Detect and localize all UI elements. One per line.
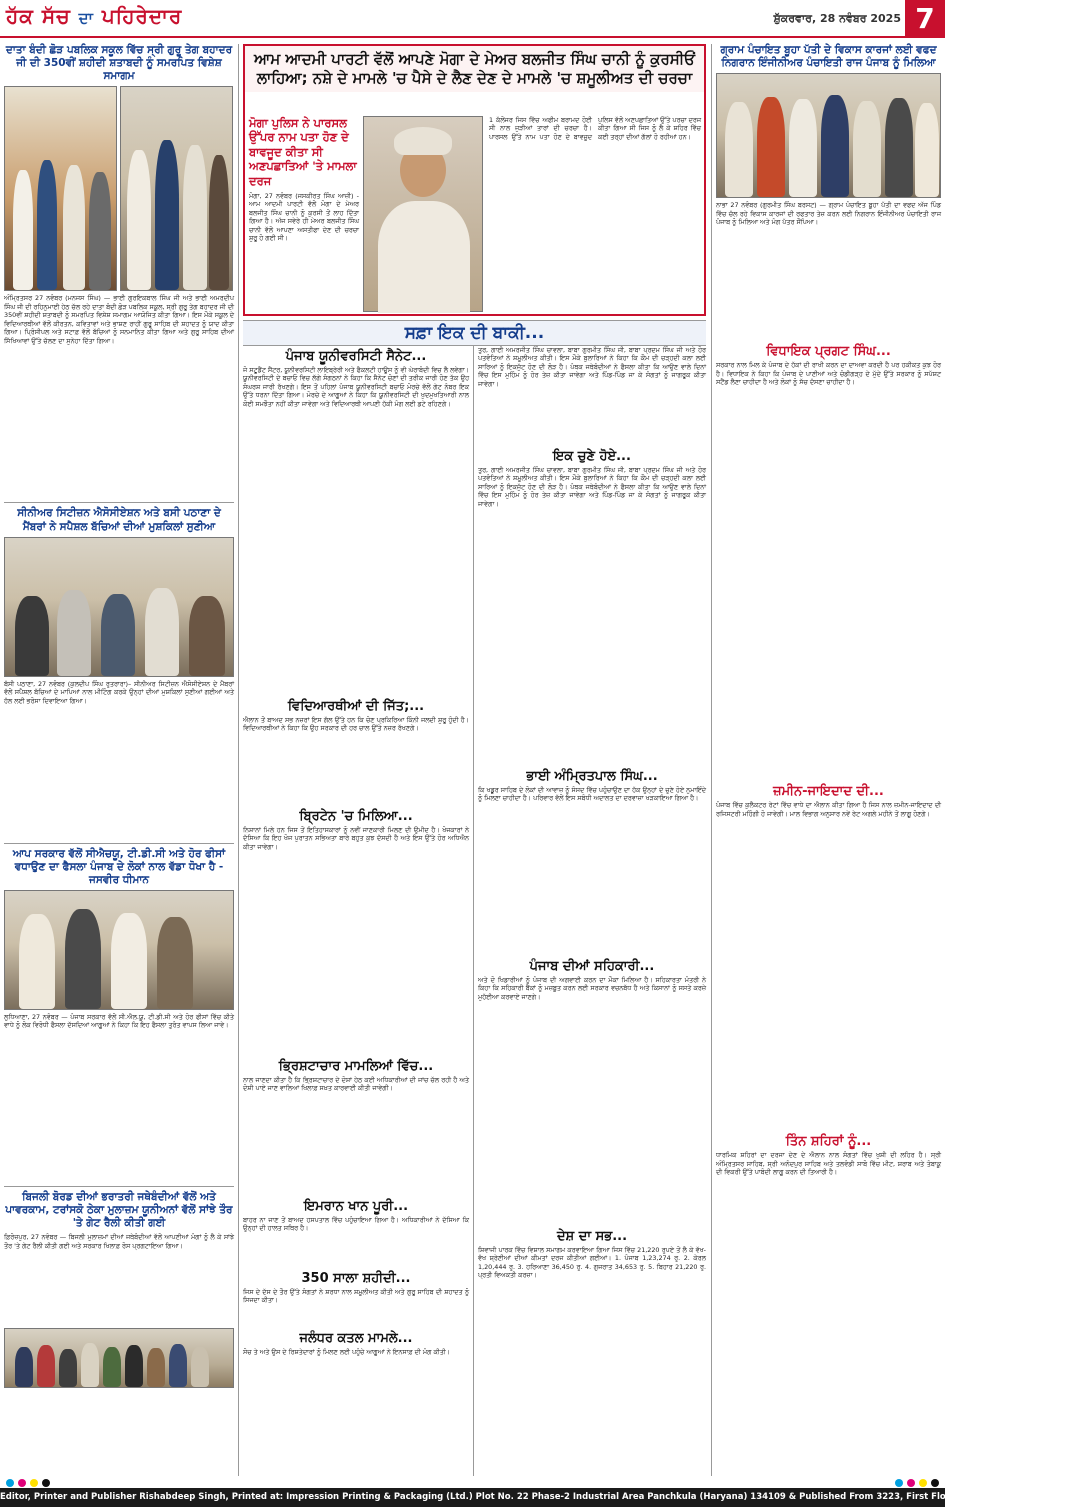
cont1-head-2: ਬ੍ਰਿਟੇਨ 'ਚ ਮਿਲਿਆ... <box>299 809 413 824</box>
cont2-head-3: ਦੇਸ਼ ਦਾ ਸਭ... <box>556 1229 628 1244</box>
cont1-head-5: 350 ਸਾਲਾ ਸ਼ਹੀਦੀ... <box>301 1271 411 1286</box>
cont1-body-4: ਬਾਹਰ ਨਾ ਜਾਣ ਤੋਂ ਬਾਅਦ ਹਸਪਤਾਲ ਵਿੱਚ ਪਹੁੰਚਾਇਆ ਗਿਆ ਹੈ। ਅਧਿਕਾਰੀਆਂ ਨੇ ਦੱਸਿਆ ਕਿ ਉਨ੍ਹਾਂ ਦੀ ਹਾਲਤ ਸਥਿਰ ਹੈ। <box>243 1216 469 1233</box>
story1-photo-1 <box>4 86 117 291</box>
left-column <box>4 44 234 1476</box>
cont2-head-0: ਇਕ ਚੁਣੇ ਹੋਏ... <box>553 449 631 464</box>
right-head-1: ਵਿਧਾਇਕ ਪ੍ਰਗਟ ਸਿੰਘ... <box>766 344 891 360</box>
cont2-head-2: ਪੰਜਾਬ ਦੀਆਂ ਸਹਿਕਾਰੀ... <box>529 959 655 974</box>
cont1-head-3: ਭ੍ਰਿਸ਼ਟਾਚਾਰ ਮਾਮਲਿਆਂ ਵਿੱਚ... <box>278 1059 434 1074</box>
title-part-a: ਹੱਕ ਸੱਚ <box>6 4 79 28</box>
continued-section-title: ਸਫ਼ਾ ਇਕ ਦੀ ਬਾਕੀ... <box>243 320 706 346</box>
lead-headline: ਆਮ ਆਦਮੀ ਪਾਰਟੀ ਵੱਲੋਂ ਆਪਣੇ ਮੋਗਾ ਦੇ ਮੇਅਰ ਬਲਜੀਤ ਸਿੰਘ ਚਾਨੀ ਨੂੰ ਕੁਰਸੀਓਂ ਲਾਹਿਆ; ਨਸ਼ੇ ਦੇ ਮਾਮਲੇ 'ਚ ਪੈਸੇ ਦੇ ਲੈਣ ਦੇਣ ਦੇ ਮਾਮਲੇ 'ਚ ਸ਼ਮੂਲੀਅਤ ਦੀ ਚਰਚਾ <box>245 46 704 92</box>
story4-body: ਫ਼ਿਰੋਜ਼ਪੁਰ, 27 ਨਵੰਬਰ — ਬਿਜਲੀ ਮੁਲਾਜ਼ਮਾਂ ਦੀਆਂ ਜਥੇਬੰਦੀਆਂ ਵੱਲੋਂ ਆਪਣੀਆਂ ਮੰਗਾਂ ਨੂੰ ਲੈ ਕੇ ਸਾਂਝੇ ਤੌਰ 'ਤੇ ਗੇਟ ਰੈਲੀ ਕੀਤੀ ਗਈ ਅਤੇ ਸਰਕਾਰ ਖਿਲਾਫ਼ ਰੋਸ ਪ੍ਰਗਟਾਇਆ ਗਿਆ। <box>4 1233 234 1250</box>
imprint-footer: Editor, Printer and Publisher Rishabdeep Singh, Printed at: Impression Printing & Packaging (Ltd.) Plot No. 22 Phase-2 Industrial Area Panchkula (Haryana) 134109 & Published From 3223, First Floor, Sector-25D, Chandigarh <box>0 1488 945 1507</box>
cont1-head-0: ਪੰਜਾਬ ਯੂਨੀਵਰਸਿਟੀ ਸੈਨੇਟ... <box>285 349 427 364</box>
right-column <box>716 44 941 1476</box>
cont1-body-2: ਨਿਸ਼ਾਨਾਂ ਮਿਲੇ ਹਨ ਜਿਸ ਤੋਂ ਇਤਿਹਾਸਕਾਰਾਂ ਨੂੰ ਨਵੀਂ ਜਾਣਕਾਰੀ ਮਿਲਣ ਦੀ ਉਮੀਦ ਹੈ। ਖੋਜਕਾਰਾਂ ਨੇ ਦੱਸਿਆ ਕਿ ਇਹ ਖੋਜ ਪੁਰਾਤਨ ਸਭਿਅਤਾ ਬਾਰੇ ਬਹੁਤ ਕੁਝ ਦੱਸਦੀ ਹੈ ਅਤੇ ਇਸ ਉੱਤੇ ਹੋਰ ਅਧਿਐਨ ਕੀਤਾ ਜਾਵੇਗਾ। <box>243 826 469 851</box>
lead-story <box>243 44 706 316</box>
story3-headline: ਆਪ ਸਰਕਾਰ ਵੱਲੋਂ ਸੀਐਚਯੂ, ਟੀ.ਡੀ.ਸੀ ਅਤੇ ਹੋਰ ਫੀਸਾਂ ਵਧਾਉਣ ਦਾ ਫੈਸਲਾ ਪੰਜਾਬ ਦੇ ਲੋਕਾਂ ਨਾਲ ਵੱਡਾ ਧੋਖਾ ਹੈ - ਜਸਵੀਰ ਧੀਮਾਨ <box>12 847 226 886</box>
cont2-body-0: ਤੁਰ, ਗਾਈ ਅਮਰਜੀਤ ਸਿੰਘ ਚਾਵਲਾ, ਬਾਬਾ ਗੁਰਮੀਤ ਸਿੰਘ ਜੀ, ਬਾਬਾ ਪ੍ਰਦਮ ਸਿੰਘ ਜੀ ਅਤੇ ਹੋਰ ਪਤਵੰਤਿਆਂ ਨੇ ਸ਼ਮੂਲੀਅਤ ਕੀਤੀ। ਇਸ ਮੌਕੇ ਬੁਲਾਰਿਆਂ ਨੇ ਕਿਹਾ ਕਿ ਕੌਮ ਦੀ ਚੜ੍ਹਦੀ ਕਲਾ ਲਈ ਸਾਰਿਆਂ ਨੂੰ ਇਕਜੁੱਟ ਹੋਣ ਦੀ ਲੋੜ ਹੈ। ਪੰਥਕ ਜਥੇਬੰਦੀਆਂ ਨੇ ਫੈਸਲਾ ਕੀਤਾ ਕਿ ਆਉਣ ਵਾਲੇ ਦਿਨਾਂ ਵਿੱਚ ਇਸ ਮੁਹਿੰਮ ਨੂੰ ਹੋਰ ਤੇਜ਼ ਕੀਤਾ ਜਾਵੇਗਾ ਅਤੇ ਪਿੰਡ-ਪਿੰਡ ਜਾ ਕੇ ਸੰਗਤਾਂ ਨੂੰ ਜਾਗਰੂਕ ਕੀਤਾ ਜਾਵੇਗਾ। <box>478 466 706 508</box>
lead-body-left: ਮੋਗਾ, 27 ਨਵੰਬਰ (ਜਸਕੀਰਤ ਸਿੰਘ ਆਜ਼ੀ) - ਆਮ ਆਦਮੀ ਪਾਰਟੀ ਵੱਲੋਂ ਮੋਗਾ ਦੇ ਮੇਅਰ ਬਲਜੀਤ ਸਿੰਘ ਚਾਨੀ ਨੂੰ ਕੁਰਸੀ ਤੋਂ ਲਾਹ ਦਿੱਤਾ ਗਿਆ ਹੈ। ਅੱਜ ਸਵੇਰੇ ਹੀ ਮੇਅਰ ਬਲਜੀਤ ਸਿੰਘ ਚਾਨੀ ਵੱਲੋਂ ਆਪਣਾ ਅਸਤੀਫਾ ਦੇਣ ਦੀ ਚਰਚਾ ਸ਼ੁਰੂ ਹੋ ਗਈ ਸੀ। <box>249 191 359 243</box>
masthead <box>0 0 945 38</box>
cont1-head-4: ਇਮਰਾਨ ਖਾਨ ਪੂਰੀ... <box>303 1199 409 1214</box>
story3-body: ਲੁਧਿਆਣਾ, 27 ਨਵੰਬਰ — ਪੰਜਾਬ ਸਰਕਾਰ ਵੱਲੋਂ ਸੀ.ਐਲ.ਯੂ, ਟੀ.ਡੀ.ਸੀ ਅਤੇ ਹੋਰ ਫੀਸਾਂ ਵਿੱਚ ਕੀਤੇ ਵਾਧੇ ਨੂੰ ਲੋਕ ਵਿਰੋਧੀ ਫੈਸਲਾ ਦੱਸਦਿਆਂ ਆਗੂਆਂ ਨੇ ਕਿਹਾ ਕਿ ਇਹ ਫੈਸਲਾ ਤੁਰੰਤ ਵਾਪਸ ਲਿਆ ਜਾਵੇ। <box>4 1013 234 1030</box>
story4-headline: ਬਿਜਲੀ ਬੋਰਡ ਦੀਆਂ ਭਰਾਤਰੀ ਜਥੇਬੰਦੀਆਂ ਵੱਲੋਂ ਅਤੇ ਪਾਵਰਕਾਮ, ਟਰਾਂਸਕੋ ਠੇਕਾ ਮੁਲਾਜ਼ਮ ਯੂਨੀਅਨਾਂ ਵੱਲੋਂ ਸਾਂਝੇ ਤੌਰ 'ਤੇ ਗੇਟ ਰੈਲੀ ਕੀਤੀ ਗਈ <box>5 1191 233 1230</box>
cont2-lead-body: ਤੁਰ, ਗਾਈ ਅਮਰਜੀਤ ਸਿੰਘ ਚਾਵਲਾ, ਬਾਬਾ ਗੁਰਮੀਤ ਸਿੰਘ ਜੀ, ਬਾਬਾ ਪ੍ਰਦਮ ਸਿੰਘ ਜੀ ਅਤੇ ਹੋਰ ਪਤਵੰਤਿਆਂ ਨੇ ਸ਼ਮੂਲੀਅਤ ਕੀਤੀ। ਇਸ ਮੌਕੇ ਬੁਲਾਰਿਆਂ ਨੇ ਕਿਹਾ ਕਿ ਕੌਮ ਦੀ ਚੜ੍ਹਦੀ ਕਲਾ ਲਈ ਸਾਰਿਆਂ ਨੂੰ ਇਕਜੁੱਟ ਹੋਣ ਦੀ ਲੋੜ ਹੈ। ਪੰਥਕ ਜਥੇਬੰਦੀਆਂ ਨੇ ਫੈਸਲਾ ਕੀਤਾ ਕਿ ਆਉਣ ਵਾਲੇ ਦਿਨਾਂ ਵਿੱਚ ਇਸ ਮੁਹਿੰਮ ਨੂੰ ਹੋਰ ਤੇਜ਼ ਕੀਤਾ ਜਾਵੇਗਾ ਅਤੇ ਪਿੰਡ-ਪਿੰਡ ਜਾ ਕੇ ਸੰਗਤਾਂ ਨੂੰ ਜਾਗਰੂਕ ਕੀਤਾ ਜਾਵੇਗਾ। <box>478 346 706 388</box>
lead-body-right: 1 ਕੱਲੋਂਜਰ ਜਿਸ ਵਿੱਚ ਅਫੀਮ ਬਰਾਮਦ ਹੋਈ ਸੀ ਨਾਲ ਜੁੜੀਆਂ ਤਾਰਾਂ ਦੀ ਚਰਚਾ ਹੈ। ਪਾਰਸਲ ਉੱਤੇ ਨਾਮ ਪਤਾ ਹੋਣ ਦੇ ਬਾਵਜੂਦ ਪੁਲਿਸ ਵੱਲੋਂ ਅਣਪਛਾਤਿਆਂ ਉੱਤੇ ਪਰਚਾ ਦਰਜ ਕੀਤਾ ਗਿਆ ਸੀ ਜਿਸ ਨੂੰ ਲੈ ਕੇ ਸ਼ਹਿਰ ਵਿੱਚ ਕਈ ਤਰ੍ਹਾਂ ਦੀਆਂ ਗੱਲਾਂ ਹੋ ਰਹੀਆਂ ਹਨ। <box>489 116 701 141</box>
cont1-head-1: ਵਿਦਿਆਰਥੀਆਂ ਦੀ ਜਿੱਤ;... <box>287 699 425 714</box>
newspaper-title <box>6 4 182 28</box>
issue-date: ਸ਼ੁੱਕਰਵਾਰ, 28 ਨਵੰਬਰ 2025 <box>773 12 901 25</box>
right-story1-headline: ਗ੍ਰਾਮ ਪੰਚਾਇਤ ਬੂਹਾ ਪੱਤੀ ਦੇ ਵਿਕਾਸ ਕਾਰਜਾਂ ਲਈ ਵਫਦ ਨਿਗਰਾਨ ਇੰਜੀਨੀਅਰ ਪੰਚਾਇਤੀ ਰਾਜ ਪੰਜਾਬ ਨੂੰ ਮਿਲਿਆ <box>720 44 937 70</box>
cont1-body-5: ਜਿਸ ਦੇ ਦੱਸ ਦੇ ਤੌਰ ਉੱਤੇ ਸੰਗਤਾਂ ਨੇ ਸ਼ਰਧਾ ਨਾਲ ਸ਼ਮੂਲੀਅਤ ਕੀਤੀ ਅਤੇ ਗੁਰੂ ਸਾਹਿਬ ਦੀ ਸ਼ਹਾਦਤ ਨੂੰ ਸਿਜਦਾ ਕੀਤਾ। <box>243 1288 469 1305</box>
continued-column-2 <box>478 346 706 1476</box>
cont1-head-6: ਜਲੰਧਰ ਕਤਲ ਮਾਮਲੇ... <box>299 1331 413 1346</box>
cont2-body-2: ਅਤੇ ਦੋ ਖਿਡਾਰੀਆਂ ਨੂੰ ਪੰਜਾਬ ਦੀ ਅਗਵਾਈ ਕਰਨ ਦਾ ਮੌਕਾ ਮਿਲਿਆ ਹੈ। ਸਹਿਕਾਰਤਾ ਮੰਤਰੀ ਨੇ ਕਿਹਾ ਕਿ ਸਹਿਕਾਰੀ ਬੈਂਕਾਂ ਨੂੰ ਮਜ਼ਬੂਤ ਕਰਨ ਲਈ ਸਰਕਾਰ ਵਚਨਬੱਧ ਹੈ ਅਤੇ ਕਿਸਾਨਾਂ ਨੂੰ ਸਸਤੇ ਕਰਜ਼ੇ ਮੁਹੱਈਆ ਕਰਵਾਏ ਜਾਣਗੇ। <box>478 976 706 1001</box>
cont2-body-3: ਸ਼ਿਵਾਜੀ ਪਾਰਕ ਵਿੱਚ ਵਿਸ਼ਾਲ ਸਮਾਗਮ ਕਰਵਾਇਆ ਗਿਆ ਜਿਸ ਵਿੱਚ 21,220 ਰੁਪਏ ਤੋਂ ਲੈ ਕੇ ਵੱਖ-ਵੱਖ ਸ਼੍ਰੇਣੀਆਂ ਦੀਆਂ ਕੀਮਤਾਂ ਦਰਜ ਕੀਤੀਆਂ ਗਈਆਂ। 1. ਪੰਜਾਬ 1,23,274 ਰੁ. 2. ਕੇਰਲ 1,20,444 ਰੁ. 3. ਹਰਿਆਣਾ 36,450 ਰੁ. 4. ਗੁਜਰਾਤ 34,653 ਰੁ. 5. ਬਿਹਾਰ 21,220 ਰੁ. ਪ੍ਰਤੀ ਵਿਅਕਤੀ ਕਰਜ਼ਾ। <box>478 1246 706 1280</box>
story2-headline: ਸੀਨੀਅਰ ਸਿਟੀਜ਼ਨ ਐਸੋਸੀਏਸ਼ਨ ਅਤੇ ਬਸੀ ਪਠਾਣਾ ਦੇ ਮੈਂਬਰਾਂ ਨੇ ਸਪੈਸ਼ਲ ਬੱਚਿਆਂ ਦੀਆਂ ਮੁਸ਼ਕਿਲਾਂ ਸੁਣੀਆ <box>17 507 221 533</box>
right-head-2: ਜ਼ਮੀਨ-ਜਾਇਦਾਦ ਦੀ... <box>773 784 884 800</box>
story2-photo <box>4 537 234 677</box>
mayor-photo <box>363 116 483 312</box>
right-story1-body: ਨਾਭਾ 27 ਨਵੰਬਰ (ਗੁਰਮੀਤ ਸਿੰਘ ਬਰਸਟ) — ਗ੍ਰਾਮ ਪੰਚਾਇਤ ਬੂਹਾ ਪੱਤੀ ਦਾ ਵਫਦ ਅੱਜ ਪਿੰਡ ਵਿੱਚ ਚੱਲ ਰਹੇ ਵਿਕਾਸ ਕਾਰਜਾਂ ਦੀ ਰਫਤਾਰ ਤੇਜ਼ ਕਰਨ ਲਈ ਨਿਗਰਾਨ ਇੰਜੀਨੀਅਰ ਪੰਚਾਇਤੀ ਰਾਜ ਪੰਜਾਬ ਨੂੰ ਮਿਲਿਆ ਅਤੇ ਮੰਗ ਪੱਤਰ ਸੌਂਪਿਆ। <box>716 201 941 227</box>
story2-body: ਬੱਸੀ ਪਠਾਣਾ, 27 ਨਵੰਬਰ (ਕੁਲਦੀਪ ਸਿੰਘ ਰੁਤਰਾਰਾ)– ਸੀਨੀਅਰ ਸਿਟੀਜ਼ਨ ਐਸੋਸੀਏਸ਼ਨ ਦੇ ਮੈਂਬਰਾਂ ਵੱਲੋਂ ਸਪੈਸ਼ਲ ਬੱਚਿਆਂ ਦੇ ਮਾਪਿਆਂ ਨਾਲ ਮੀਟਿੰਗ ਕਰਕੇ ਉਨ੍ਹਾਂ ਦੀਆਂ ਮੁਸ਼ਕਿਲਾਂ ਸੁਣੀਆਂ ਗਈਆਂ ਅਤੇ ਹੱਲ ਲਈ ਭਰੋਸਾ ਦਿਵਾਇਆ ਗਿਆ। <box>4 679 234 705</box>
cont2-body-1: ਕਿ ਖਡੂਰ ਸਾਹਿਬ ਦੇ ਲੋਕਾਂ ਦੀ ਆਵਾਜ਼ ਨੂੰ ਸੰਸਦ ਵਿੱਚ ਪਹੁੰਚਾਉਣ ਦਾ ਹੱਕ ਉਨ੍ਹਾਂ ਦੇ ਚੁਣੇ ਹੋਏ ਨੁਮਾਇੰਦੇ ਨੂੰ ਮਿਲਣਾ ਚਾਹੀਦਾ ਹੈ। ਪਰਿਵਾਰ ਵੱਲੋਂ ਇਸ ਸਬੰਧੀ ਅਦਾਲਤ ਦਾ ਦਰਵਾਜ਼ਾ ਖੜਕਾਇਆ ਗਿਆ ਹੈ। <box>478 786 706 803</box>
right-body-1: ਸਰਕਾਰ ਨਾਲ ਮਿਲ ਕੇ ਪੰਜਾਬ ਦੇ ਹੱਕਾਂ ਦੀ ਰਾਖੀ ਕਰਨ ਦਾ ਦਾਅਵਾ ਕਰਦੀ ਹੈ ਪਰ ਹਕੀਕਤ ਕੁਝ ਹੋਰ ਹੈ। ਵਿਧਾਇਕ ਨੇ ਕਿਹਾ ਕਿ ਪੰਜਾਬ ਦੇ ਪਾਣੀਆਂ ਅਤੇ ਚੰਡੀਗੜ੍ਹ ਦੇ ਮੁੱਦੇ ਉੱਤੇ ਸਰਕਾਰ ਨੂੰ ਸਪੱਸ਼ਟ ਸਟੈਂਡ ਲੈਣਾ ਚਾਹੀਦਾ ਹੈ ਅਤੇ ਲੋਕਾਂ ਨੂੰ ਸੱਚ ਦੱਸਣਾ ਚਾਹੀਦਾ ਹੈ। <box>716 361 941 387</box>
color-registration-marks <box>0 1478 945 1488</box>
cont1-body-1: ਐਲਾਨ ਤੋਂ ਬਾਅਦ ਸਭ ਨਜ਼ਰਾਂ ਇਸ ਗੱਲ ਉੱਤੇ ਹਨ ਕਿ ਚੋਣ ਪ੍ਰਕਿਰਿਆ ਕਿੰਨੀ ਜਲਦੀ ਸ਼ੁਰੂ ਹੁੰਦੀ ਹੈ। ਵਿਦਿਆਰਥੀਆਂ ਨੇ ਕਿਹਾ ਕਿ ਉਹ ਸਰਕਾਰ ਦੀ ਹਰ ਚਾਲ ਉੱਤੇ ਨਜ਼ਰ ਰੱਖਣਗੇ। <box>243 716 469 733</box>
continued-column-1 <box>243 346 469 1476</box>
page-number: 7 <box>905 0 945 38</box>
cont1-body-0: ਜੋ ਸਟੂਡੈਂਟ ਸੈਂਟਰ, ਯੂਨੀਵਰਸਿਟੀ ਲਾਇਬ੍ਰੇਰੀ ਅਤੇ ਫੈਕਲਟੀ ਹਾਊਸ ਨੂੰ ਵੀ ਘੇਰਾਬੰਦੀ ਵਿਚ ਲੈ ਲਵੇਗਾ। ਯੂਨੀਵਰਸਿਟੀ ਦੇ ਬਚਾਓ ਵਿਚ ਲੱਗੇ ਸੰਗਠਨਾਂ ਨੇ ਕਿਹਾ ਕਿ ਸੈਨੇਟ ਚੋਣਾਂ ਦੀ ਤਰੀਕ ਜਾਰੀ ਹੋਣ ਤੱਕ ਉਹ ਸੰਘਰਸ਼ ਜਾਰੀ ਰੱਖਣਗੇ। ਇਸ ਤੋਂ ਪਹਿਲਾਂ ਪੰਜਾਬ ਯੂਨੀਵਰਸਿਟੀ ਬਚਾਓ ਮੋਰਚੇ ਵੱਲੋਂ ਗੇਟ ਨੰਬਰ ਇਕ ਉੱਤੇ ਧਰਨਾ ਦਿੱਤਾ ਗਿਆ। ਮੋਰਚੇ ਦੇ ਆਗੂਆਂ ਨੇ ਕਿਹਾ ਕਿ ਯੂਨੀਵਰਸਿਟੀ ਦੀ ਖੁਦਮੁਖਤਿਆਰੀ ਨਾਲ ਕੋਈ ਸਮਝੌਤਾ ਨਹੀਂ ਕੀਤਾ ਜਾਵੇਗਾ ਅਤੇ ਵਿਦਿਆਰਥੀ ਆਪਣੀ ਹੱਕੀ ਮੰਗ ਲਈ ਡਟੇ ਰਹਿਣਗੇ। <box>243 366 469 408</box>
story1-body: ਅੰਮ੍ਰਿਤਸਰ 27 ਨਵੰਬਰ (ਮਨਜਸ ਸਿੰਘ) — ਭਾਈ ਗੁਰਇਕਬਾਲ ਸਿੰਘ ਜੀ ਅਤੇ ਭਾਈ ਅਮਰਦੀਪ ਸਿੰਘ ਜੀ ਦੀ ਰਹਿਨੁਮਾਈ ਹੇਠ ਚੱਲ ਰਹੇ ਦਾਤਾ ਬੰਦੀ ਛੋੜ ਪਬਲਿਕ ਸਕੂਲ, ਸ੍ਰੀ ਗੁਰੂ ਤੇਗ ਬਹਾਦਰ ਜੀ ਦੀ 350ਵੀਂ ਸ਼ਹੀਦੀ ਸ਼ਤਾਬਦੀ ਨੂੰ ਸਮਰਪਿਤ ਵਿਸ਼ੇਸ਼ ਸਮਾਗਮ ਆਯੋਜਿਤ ਕੀਤਾ ਗਿਆ। ਇਸ ਮੌਕੇ ਸਕੂਲ ਦੇ ਵਿਦਿਆਰਥੀਆਂ ਵੱਲੋਂ ਕੀਰਤਨ, ਕਵਿਤਾਵਾਂ ਅਤੇ ਭਾਸ਼ਣ ਰਾਹੀਂ ਗੁਰੂ ਸਾਹਿਬ ਦੀ ਸ਼ਹਾਦਤ ਨੂੰ ਯਾਦ ਕੀਤਾ ਗਿਆ। ਪ੍ਰਿੰਸੀਪਲ ਅਤੇ ਸਟਾਫ਼ ਵੱਲੋਂ ਬੱਚਿਆਂ ਨੂੰ ਸਨਮਾਨਿਤ ਕੀਤਾ ਗਿਆ ਅਤੇ ਗੁਰੂ ਸਾਹਿਬ ਦੀਆਂ ਸਿੱਖਿਆਵਾਂ ਉੱਤੇ ਚੱਲਣ ਦਾ ਸੁਨੇਹਾ ਦਿੱਤਾ ਗਿਆ। <box>4 294 234 345</box>
cont1-body-3: ਨਾਲ ਜਾਣਦਾ ਕੀਤਾ ਹੈ ਕਿ ਭ੍ਰਿਸ਼ਟਾਚਾਰ ਦੇ ਦੋਸ਼ਾਂ ਹੇਠ ਕਈ ਅਧਿਕਾਰੀਆਂ ਦੀ ਜਾਂਚ ਚੱਲ ਰਹੀ ਹੈ ਅਤੇ ਦੋਸ਼ੀ ਪਾਏ ਜਾਣ ਵਾਲਿਆਂ ਖਿਲਾਫ਼ ਸਖ਼ਤ ਕਾਰਵਾਈ ਕੀਤੀ ਜਾਵੇਗੀ। <box>243 1076 469 1093</box>
right-body-2: ਪੰਜਾਬ ਵਿੱਚ ਕੁਲੈਕਟਰ ਰੇਟਾਂ ਵਿੱਚ ਵਾਧੇ ਦਾ ਐਲਾਨ ਕੀਤਾ ਗਿਆ ਹੈ ਜਿਸ ਨਾਲ ਜ਼ਮੀਨ-ਜਾਇਦਾਦ ਦੀ ਰਜਿਸਟਰੀ ਮਹਿੰਗੀ ਹੋ ਜਾਵੇਗੀ। ਮਾਲ ਵਿਭਾਗ ਅਨੁਸਾਰ ਨਵੇਂ ਰੇਟ ਅਗਲੇ ਮਹੀਨੇ ਤੋਂ ਲਾਗੂ ਹੋਣਗੇ। <box>716 801 941 818</box>
right-story1-photo <box>716 73 941 198</box>
title-part-c: ਪਹਿਰੇਦਾਰ <box>93 4 183 28</box>
story4-photo <box>4 1328 234 1388</box>
right-body-3: ਧਾਰਮਿਕ ਸ਼ਹਿਰਾਂ ਦਾ ਦਰਜਾ ਦੇਣ ਦੇ ਐਲਾਨ ਨਾਲ ਸੰਗਤਾਂ ਵਿੱਚ ਖੁਸ਼ੀ ਦੀ ਲਹਿਰ ਹੈ। ਸ੍ਰੀ ਅੰਮ੍ਰਿਤਸਰ ਸਾਹਿਬ, ਸ੍ਰੀ ਅਨੰਦਪੁਰ ਸਾਹਿਬ ਅਤੇ ਤਲਵੰਡੀ ਸਾਬੋ ਵਿੱਚ ਮੀਟ, ਸ਼ਰਾਬ ਅਤੇ ਤੰਬਾਕੂ ਦੀ ਵਿਕਰੀ ਉੱਤੇ ਪਾਬੰਦੀ ਲਾਗੂ ਕਰਨ ਦੀ ਤਿਆਰੀ ਹੈ। <box>716 1151 941 1177</box>
story3-photo <box>4 890 234 1010</box>
right-head-3: ਤਿੰਨ ਸ਼ਹਿਰਾਂ ਨੂੰ... <box>785 1134 872 1150</box>
lead-sidebar-headline: ਮੋਗਾ ਪੁਲਿਸ ਨੇ ਪਾਰਸਲ ਉੱਪਰ ਨਾਮ ਪਤਾ ਹੋਣ ਦੇ ਬਾਵਜੂਦ ਕੀਤਾ ਸੀ ਅਣਪਛਾਤਿਆਂ 'ਤੇ ਮਾਮਲਾ ਦਰਜ <box>249 116 357 188</box>
story1-headline: ਦਾਤਾ ਬੰਦੀ ਛੋੜ ਪਬਲਿਕ ਸਕੂਲ ਵਿੱਚ ਸ੍ਰੀ ਗੁਰੂ ਤੇਗ ਬਹਾਦਰ ਜੀ ਦੀ 350ਵੀਂ ਸ਼ਹੀਦੀ ਸ਼ਤਾਬਦੀ ਨੂੰ ਸਮਰਪਿਤ ਵਿਸ਼ੇਸ਼ ਸਮਾਗਮ <box>5 44 233 83</box>
cont1-body-6: ਸੋਚ ਤੇ ਅਤੇ ਉਸ ਦੇ ਰਿਸ਼ਤੇਦਾਰਾਂ ਨੂੰ ਮਿਲਣ ਲਈ ਪਹੁੰਚੇ ਆਗੂਆਂ ਨੇ ਇਨਸਾਫ਼ ਦੀ ਮੰਗ ਕੀਤੀ। <box>243 1348 451 1356</box>
title-part-b: ਦਾ <box>78 9 94 27</box>
story1-photo-2 <box>120 86 233 291</box>
cont2-head-1: ਭਾਈ ਅੰਮ੍ਰਿਤਪਾਲ ਸਿੰਘ... <box>526 769 658 784</box>
